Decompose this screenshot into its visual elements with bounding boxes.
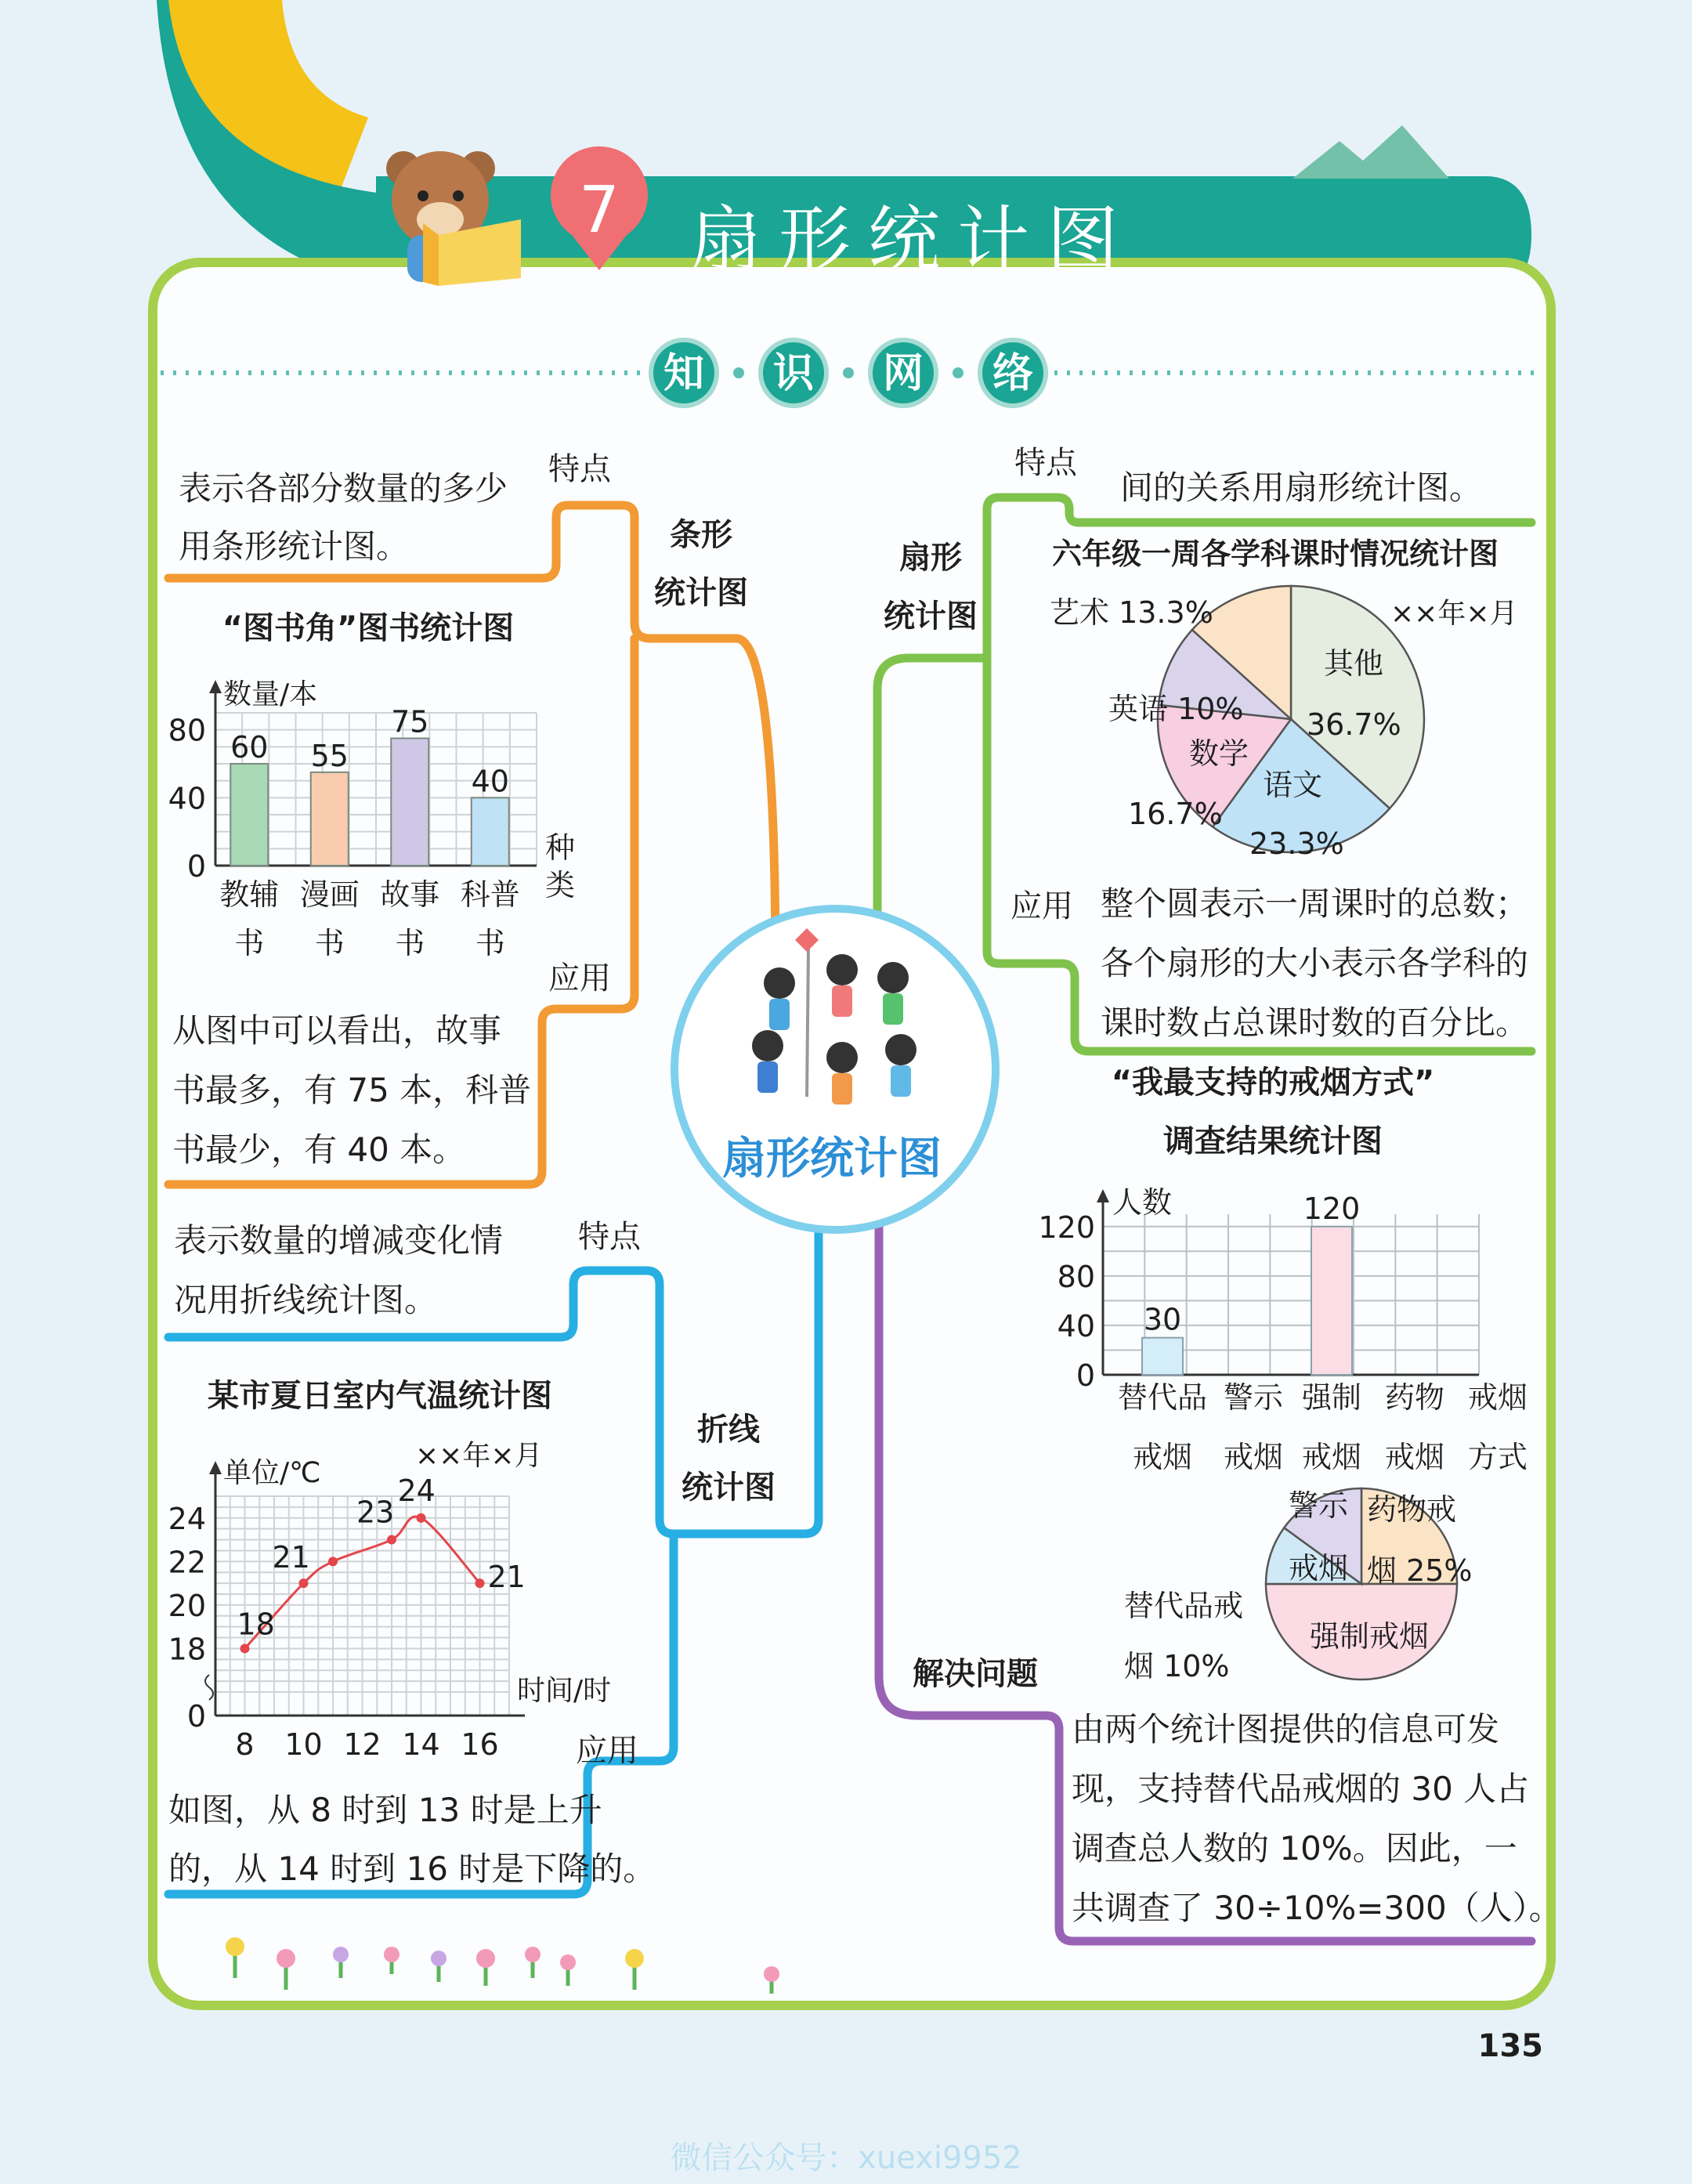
section-char-3: 网 xyxy=(882,350,924,397)
bar-apply-line1: 从图中可以看出，故事 xyxy=(172,1011,502,1050)
solve-line3: 调查总人数的 10%。因此，一 xyxy=(1072,1829,1517,1868)
line-chart-title: 某市夏日室内气温统计图 xyxy=(208,1378,552,1414)
line1-xtick: 10 xyxy=(284,1727,323,1762)
line1-point xyxy=(475,1578,485,1588)
pie2-label-sub-2: 烟 10% xyxy=(1124,1649,1230,1683)
pie1-label-math-name: 数学 xyxy=(1189,736,1249,771)
bar2-bar xyxy=(1311,1227,1352,1375)
bar-apply-label: 应用 xyxy=(548,960,611,996)
line-feature-line1: 表示数量的增减变化情 xyxy=(174,1221,504,1260)
line1-ytick: 0 xyxy=(186,1699,206,1734)
line1-point-label: 18 xyxy=(237,1607,275,1642)
center-title: 扇形统计图 xyxy=(722,1134,942,1184)
bar2-category-line2: 戒烟 xyxy=(1132,1440,1193,1474)
bar1-value-label: 60 xyxy=(230,730,269,765)
bar2-ylabel: 人数 xyxy=(1112,1185,1173,1220)
pie-chart-title: 六年级一周各学科课时情况统计图 xyxy=(1051,537,1499,571)
line1-point xyxy=(387,1535,396,1545)
line-apply-label: 应用 xyxy=(576,1733,638,1769)
pie-branch-name-1: 扇形 xyxy=(899,540,962,576)
pie1-label-english: 英语 10% xyxy=(1108,692,1244,726)
line1-point xyxy=(417,1513,426,1523)
bar1-xlabel-1: 种 xyxy=(544,830,576,865)
bar1-category: 故事 xyxy=(380,877,440,912)
pie-apply-label: 应用 xyxy=(1010,888,1073,924)
section-char-2: 识 xyxy=(772,350,815,397)
bar-apply-line3: 书最少，有 40 本。 xyxy=(172,1130,466,1169)
line1-point-label: 23 xyxy=(356,1495,395,1530)
bar2-ytick: 120 xyxy=(1038,1210,1095,1245)
pie1-label-art: 艺术 13.3% xyxy=(1050,595,1213,630)
bar2-category-line2: 戒烟 xyxy=(1301,1440,1362,1474)
line1-xtick: 14 xyxy=(402,1727,440,1762)
pie1-label-math-value: 16.7% xyxy=(1128,797,1223,831)
bar1-category: 漫画 xyxy=(299,877,360,912)
bar1-bar xyxy=(311,772,349,866)
line-chart-date: ××年×月 xyxy=(415,1440,543,1472)
pie1-label-other-name: 其他 xyxy=(1324,646,1384,681)
watermark: 微信公众号：xuexi9952 xyxy=(670,2140,1022,2176)
bar-branch-name-1: 条形 xyxy=(670,517,732,553)
bar-feature-line2: 用条形统计图。 xyxy=(179,527,410,566)
line1-point xyxy=(328,1557,338,1566)
bar2-value-label: 30 xyxy=(1143,1302,1182,1337)
bar1-value-label: 75 xyxy=(391,704,429,739)
line1-xtick: 16 xyxy=(461,1727,499,1762)
bar2-category: 警示 xyxy=(1223,1380,1284,1415)
smoke-bar-title-2: 调查结果统计图 xyxy=(1163,1123,1383,1159)
line1-point xyxy=(240,1643,250,1653)
pie2-label-force: 强制戒烟 xyxy=(1310,1619,1430,1654)
section-char-1: 知 xyxy=(663,350,705,397)
bar1-category: 教辅 xyxy=(219,877,280,912)
line1-xlabel: 时间/时 xyxy=(517,1675,612,1707)
line1-xtick: 8 xyxy=(235,1727,255,1762)
bar2-category: 药物 xyxy=(1384,1380,1445,1415)
line1-ytick: 20 xyxy=(168,1588,206,1623)
bar1-category-line2: 书 xyxy=(314,926,345,960)
bar2-ytick: 0 xyxy=(1076,1358,1095,1393)
solve-line4: 共调查了 30÷10%=300（人）。 xyxy=(1072,1889,1562,1927)
pie-apply-line1: 整个圆表示一周课时的总数； xyxy=(1101,884,1529,923)
smoke-bar-title-1: “我最支持的戒烟方式” xyxy=(1111,1065,1435,1101)
bar2-xlabel-2: 方式 xyxy=(1467,1440,1528,1474)
mountain-icon xyxy=(1292,125,1449,179)
bar2-ytick: 80 xyxy=(1057,1259,1095,1294)
bar1-bar xyxy=(230,764,268,866)
center-node xyxy=(674,909,996,1230)
solve-line1: 由两个统计图提供的信息可发 xyxy=(1072,1710,1500,1748)
bar2-category: 替代品 xyxy=(1117,1380,1208,1415)
bar2-bar xyxy=(1142,1338,1183,1375)
line1-ytick: 18 xyxy=(168,1632,206,1667)
bar1-ylabel: 数量/本 xyxy=(223,678,318,711)
bar1-ytick: 80 xyxy=(168,713,206,748)
line1-point xyxy=(299,1578,309,1588)
line-apply-line1: 如图，从 8 时到 13 时是上升 xyxy=(168,1791,602,1829)
pie-feature-label: 特点 xyxy=(1014,445,1077,481)
pie-feature-line1: 间的关系用扇形统计图。 xyxy=(1120,468,1483,507)
bar1-bar xyxy=(391,739,428,866)
bar2-ytick: 40 xyxy=(1057,1308,1095,1343)
bar2-category: 强制 xyxy=(1301,1380,1362,1415)
bar1-category-line2: 书 xyxy=(395,926,425,960)
bar-feature-label: 特点 xyxy=(548,451,611,487)
page-number: 135 xyxy=(1477,2028,1543,2064)
bar1-category: 科普 xyxy=(460,877,520,912)
pie1-label-chinese-name: 语文 xyxy=(1263,768,1323,802)
bar2-value-label: 120 xyxy=(1303,1191,1361,1226)
chapter-number: 7 xyxy=(578,173,620,248)
bar1-xlabel-2: 类 xyxy=(544,868,576,902)
line1-point-label: 21 xyxy=(272,1540,310,1575)
bar1-ytick: 40 xyxy=(168,781,206,816)
pie2-label-drug-2: 烟 25% xyxy=(1367,1553,1473,1588)
chapter-title: 扇形统计图 xyxy=(689,198,1137,282)
line1-ylabel: 单位/℃ xyxy=(223,1457,321,1489)
bar1-ytick: 0 xyxy=(186,849,206,884)
solve-line2: 现，支持替代品戒烟的 30 人占 xyxy=(1072,1770,1530,1808)
pie2-label-warn-1: 警示 xyxy=(1289,1488,1349,1523)
pie2-label-sub-1: 替代品戒 xyxy=(1124,1589,1244,1623)
bar1-category-line2: 书 xyxy=(475,926,505,960)
line1-ytick: 22 xyxy=(168,1545,206,1580)
pie-apply-line3: 课时数占总课时数的百分比。 xyxy=(1101,1003,1529,1042)
bar-apply-line2: 书最多，有 75 本，科普 xyxy=(172,1071,532,1109)
bar1-value-label: 55 xyxy=(310,738,349,773)
bar-branch-name-2: 统计图 xyxy=(654,575,748,611)
line-branch-name-1: 折线 xyxy=(697,1412,760,1448)
bar1-bar xyxy=(472,797,509,866)
bar-chart-title: “图书角”图书统计图 xyxy=(222,610,515,646)
bar2-category-line2: 戒烟 xyxy=(1223,1440,1284,1474)
line1-point-label: 21 xyxy=(487,1560,526,1595)
line-feature-line2: 况用折线统计图。 xyxy=(174,1281,438,1319)
pie2-label-warn-2: 戒烟 xyxy=(1289,1551,1349,1586)
line-apply-line2: 的，从 14 时到 16 时是下降的。 xyxy=(168,1850,656,1888)
line-branch-name-2: 统计图 xyxy=(682,1470,776,1506)
pie-chart-date: ××年×月 xyxy=(1390,598,1518,630)
solve-branch-name: 解决问题 xyxy=(913,1656,1038,1692)
line1-point-label: 24 xyxy=(397,1473,436,1508)
bar2-xlabel-1: 戒烟 xyxy=(1467,1380,1528,1415)
line-feature-label: 特点 xyxy=(578,1219,641,1255)
pie2-label-drug-1: 药物戒 xyxy=(1367,1492,1457,1527)
bar-feature-line1: 表示各部分数量的多少 xyxy=(179,469,508,508)
bar1-category-line2: 书 xyxy=(234,926,265,960)
line1-xtick: 12 xyxy=(343,1727,381,1762)
bar1-value-label: 40 xyxy=(471,764,509,799)
pie1-label-other-value: 36.7% xyxy=(1307,707,1401,742)
pie-branch-name-2: 统计图 xyxy=(884,598,978,635)
section-char-4: 络 xyxy=(992,350,1034,397)
pie-apply-line2: 各个扇形的大小表示各学科的 xyxy=(1101,944,1529,982)
line1-ytick: 24 xyxy=(168,1501,206,1536)
pie1-label-chinese-value: 23.3% xyxy=(1249,826,1344,861)
bar2-category-line2: 戒烟 xyxy=(1384,1440,1445,1474)
